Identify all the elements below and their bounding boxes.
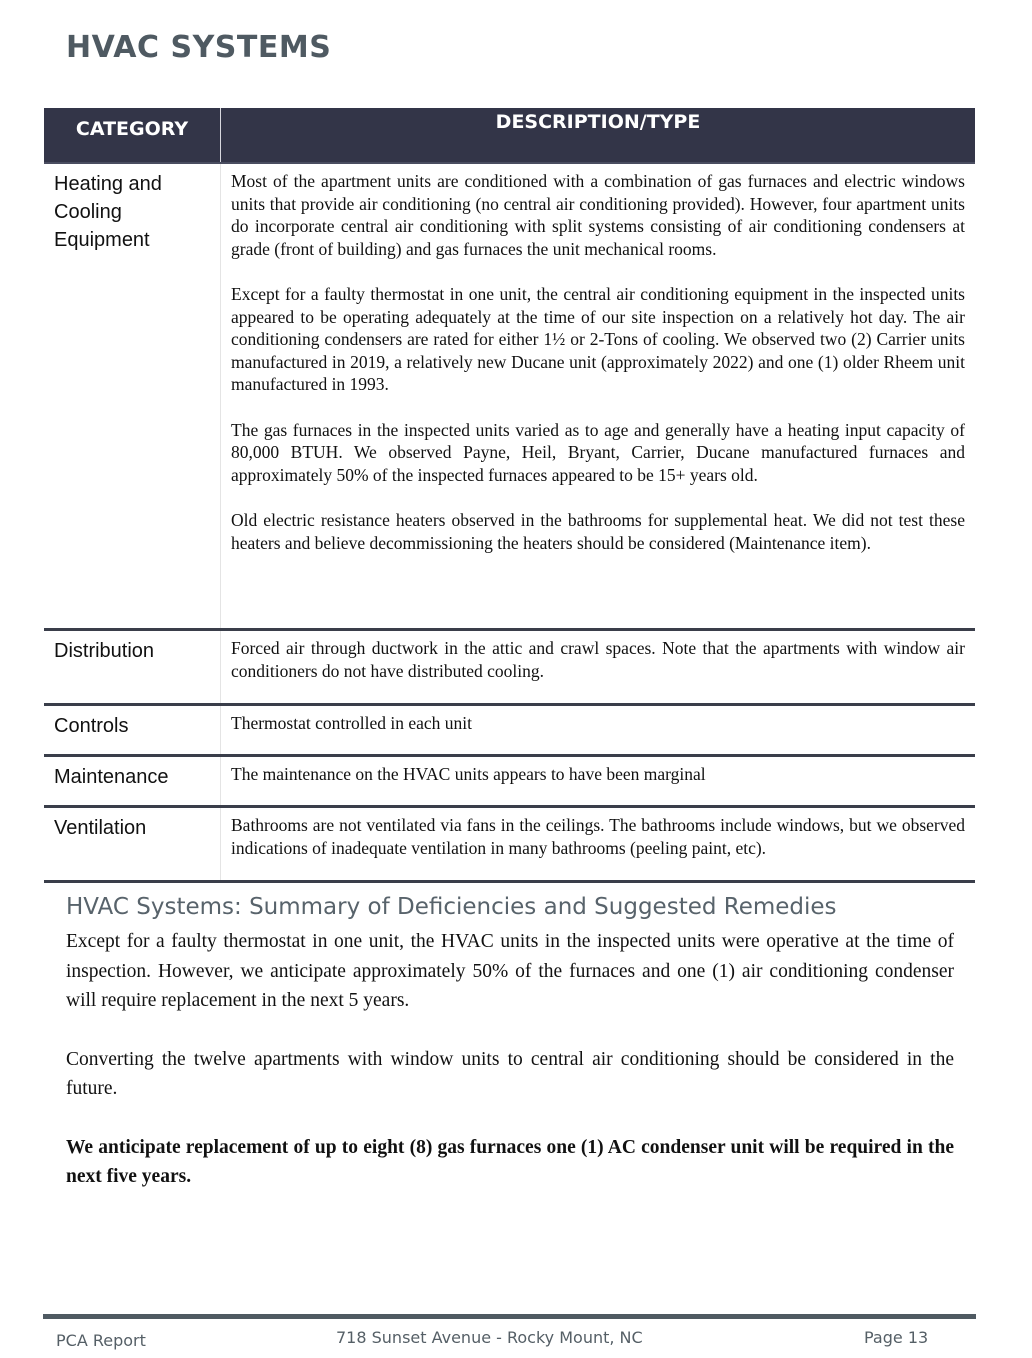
summary-paragraph: Converting the twelve apartments with window units to central air conditioning should be considered in the future. (66, 1048, 954, 1099)
footer-report-name: PCA Report (56, 1331, 146, 1350)
category-cell: Maintenance (44, 756, 221, 807)
table-row (44, 807, 975, 882)
description-cell (221, 756, 976, 807)
description-cell (221, 163, 976, 630)
description-paragraph: Forced air through ductwork in the attic and crawl spaces. Note that the apartments with window air conditioners do not have distributed cooling. (231, 638, 965, 681)
page-title: HVAC SYSTEMS (66, 30, 332, 65)
description-cell (221, 807, 976, 882)
category-cell: Controls (44, 705, 221, 756)
description-paragraph: Old electric resistance heaters observed in the bathrooms for supplemental heat. We did not test these heaters and believe decommissioning the heaters should be considered (Maintenance item). (231, 510, 965, 553)
description-paragraph: The maintenance on the HVAC units appears to have been marginal (231, 764, 706, 784)
summary-conclusion: We anticipate replacement of up to eight (8) gas furnaces one (1) AC condenser unit will be required in the next five years. (66, 1136, 954, 1187)
category-cell: Heating and Cooling Equipment (44, 163, 221, 630)
table-row (44, 756, 975, 807)
footer-address: 718 Sunset Avenue - Rocky Mount, NC (336, 1328, 643, 1347)
hvac-systems-table (44, 108, 975, 883)
description-cell (221, 705, 976, 756)
description-paragraph: Except for a faulty thermostat in one unit, the central air conditioning equipment in the inspected units appeared to be operating adequately at the time of our site inspection on a relatively hot day. The air conditioning condensers are rated for either 1½ or 2-Tons of cooling. We observed two (2) Carrier units manufactured in 2019, a relatively new Ducane unit (approximately 2022) and one (1) older Rheem unit manufactured in 1993. (231, 284, 965, 394)
description-paragraph: Most of the apartment units are conditioned with a combination of gas furnaces and electric windows units that provide air conditioning (no central air conditioning provided). However, four apartment units do incorporate central air conditioning with split systems consisting of air conditioning condensers at grade (front of building) and gas furnaces the unit mechanical rooms. (231, 171, 965, 259)
column-header-description: DESCRIPTION/TYPE (221, 108, 976, 163)
table-row (44, 630, 975, 705)
description-paragraph: Thermostat controlled in each unit (231, 713, 473, 733)
table-header-row (44, 108, 975, 163)
category-cell: Ventilation (44, 807, 221, 882)
summary-body (66, 927, 954, 1221)
footer-divider (43, 1314, 976, 1319)
description-cell (221, 630, 976, 705)
column-header-category: CATEGORY (44, 108, 221, 163)
description-paragraph: The gas furnaces in the inspected units varied as to age and generally have a heating input capacity of 80,000 BTUH. We observed Payne, Heil, Bryant, Carrier, Ducane manufactured furnaces and approximately 50% of the inspected furnaces appeared to be 15+ years old. (231, 419, 965, 485)
description-paragraph: Bathrooms are not ventilated via fans in the ceilings. The bathrooms include windows, but we observed indications of inadequate ventilation in many bathrooms (peeling paint, etc). (231, 815, 965, 858)
summary-heading: HVAC Systems: Summary of Deficiencies and Suggested Remedies (66, 894, 837, 920)
table-row (44, 163, 975, 630)
category-cell: Distribution (44, 630, 221, 705)
table-row (44, 705, 975, 756)
footer-page-number: Page 13 (864, 1328, 929, 1347)
summary-paragraph: Except for a faulty thermostat in one unit, the HVAC units in the inspected units were operative at the time of inspection. However, we anticipate approximately 50% of the furnaces and one (1) air conditioning condenser will require replacement in the next 5 years. (66, 931, 954, 1011)
